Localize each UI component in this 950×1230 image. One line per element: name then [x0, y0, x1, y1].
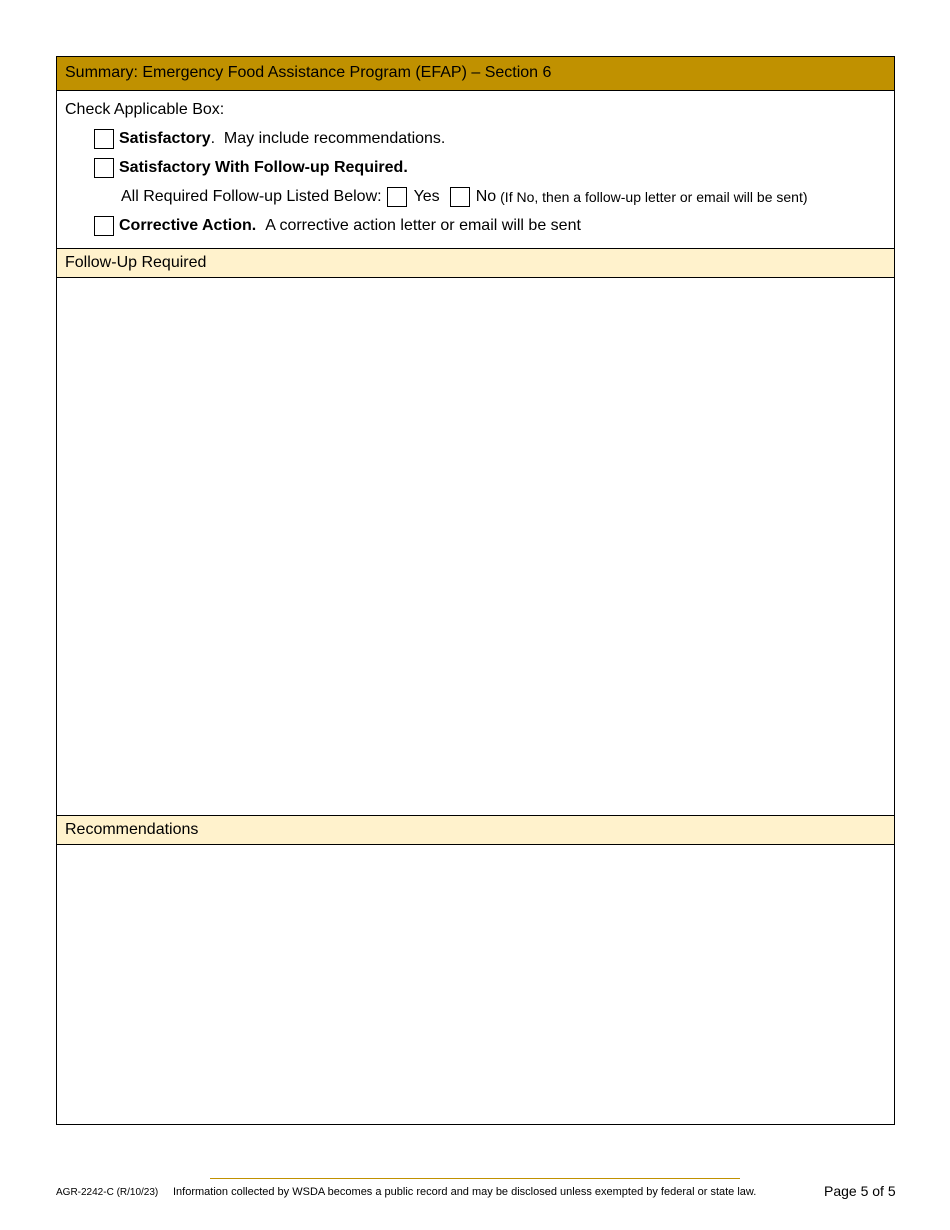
followup-no-note: (If No, then a follow-up letter or email will be sent)	[500, 189, 808, 205]
form-code: AGR-2242-C (R/10/23)	[56, 1187, 159, 1198]
followup-no-checkbox[interactable]	[450, 187, 470, 207]
satisfactory-label: Satisfactory	[119, 130, 211, 147]
check-box-section	[57, 91, 894, 249]
recommendations-text-area[interactable]	[57, 845, 894, 1124]
efap-summary-form	[56, 56, 895, 1125]
satisfactory-followup-checkbox[interactable]	[94, 158, 114, 178]
footer-divider	[210, 1178, 740, 1179]
satisfactory-checkbox[interactable]	[94, 129, 114, 149]
followup-section-title: Follow-Up Required	[65, 254, 207, 271]
corrective-action-label: Corrective Action.	[119, 217, 257, 234]
followup-no-label: No	[475, 188, 497, 205]
corrective-action-checkbox[interactable]	[94, 216, 114, 236]
recommendations-section-header	[57, 816, 894, 845]
satisfactory-followup-option	[94, 158, 408, 178]
corrective-action-option	[94, 216, 581, 236]
followup-listed-label: All Required Follow-up Listed Below:	[121, 188, 382, 205]
followup-listed-row	[121, 187, 808, 207]
check-prompt: Check Applicable Box:	[65, 101, 225, 118]
satisfactory-option	[94, 129, 445, 149]
corrective-action-description: A corrective action letter or email will be sent	[265, 217, 581, 234]
public-record-disclaimer: Information collected by WSDA becomes a public record and may be disclosed unless exempted by federal or state law.	[173, 1186, 757, 1198]
section-title: Summary: Emergency Food Assistance Program (EFAP) – Section 6	[65, 64, 552, 81]
satisfactory-followup-label: Satisfactory With Follow-up Required.	[119, 159, 408, 176]
section-title-bar	[57, 57, 894, 91]
followup-section-header	[57, 249, 894, 278]
page-number: Page 5 of 5	[824, 1183, 896, 1199]
followup-yes-label: Yes	[413, 188, 440, 205]
followup-yes-checkbox[interactable]	[387, 187, 407, 207]
satisfactory-description: . May include recommendations.	[210, 130, 446, 147]
followup-text-area[interactable]	[57, 278, 894, 816]
recommendations-section-title: Recommendations	[65, 821, 199, 838]
